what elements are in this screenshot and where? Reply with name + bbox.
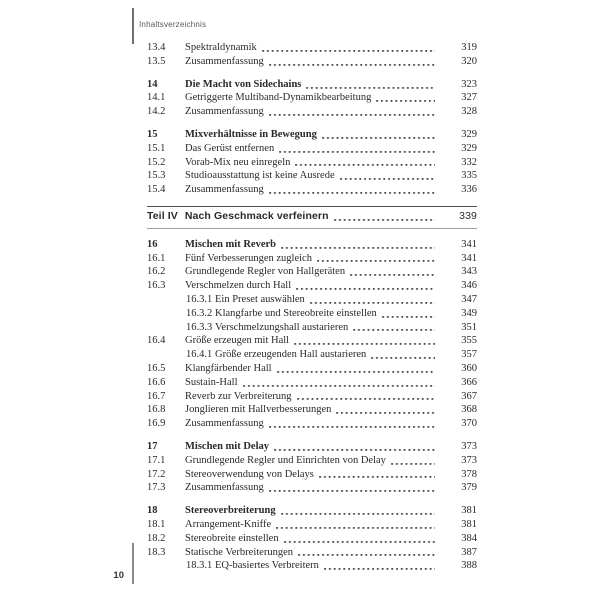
toc-chapter-group: [147, 238, 477, 431]
dot-leader: [371, 351, 435, 359]
toc-part-entry: [147, 210, 477, 224]
dot-leader: [319, 471, 435, 479]
entry-page-number: 360: [461, 362, 477, 374]
entry-number: 17.3: [147, 482, 166, 494]
table-of-contents: [147, 41, 477, 573]
toc-entry: [147, 559, 477, 573]
toc-entry: [147, 252, 477, 266]
toc-entry: [147, 376, 477, 390]
entry-page-number: 367: [461, 390, 477, 402]
toc-chapter-group: [147, 78, 477, 119]
dot-leader: [376, 95, 435, 103]
entry-number: 16.9: [147, 418, 166, 430]
toc-part-heading-group: [147, 206, 477, 229]
dot-leader: [336, 407, 435, 415]
entry-number: 18.3: [147, 546, 166, 558]
dot-leader: [306, 81, 435, 89]
entry-number: 18.3.1: [186, 560, 213, 572]
entry-number: 18.2: [147, 532, 166, 544]
entry-title: Größe erzeugen mit Hall: [185, 335, 290, 347]
dot-leader: [294, 338, 435, 346]
entry-title: Stereoverwendung von Delays: [185, 468, 314, 480]
entry-page-number: 332: [461, 156, 477, 168]
dot-leader: [269, 485, 435, 493]
entry-number: 16.3.3: [186, 321, 213, 333]
entry-page-number: 329: [461, 128, 477, 140]
dot-leader: [274, 443, 435, 451]
dot-leader: [277, 365, 435, 373]
entry-title: Fünf Verbesserungen zugleich: [185, 252, 312, 264]
entry-page-number: 373: [461, 454, 477, 466]
entry-number: Teil IV: [147, 210, 178, 223]
entry-title: Klangfärbender Hall: [185, 362, 272, 374]
entry-title: Verschmelzen durch Hall: [185, 280, 292, 292]
dot-leader: [269, 108, 435, 116]
entry-number: 13.4: [147, 42, 166, 53]
entry-number: 15: [147, 128, 158, 140]
dot-leader: [297, 393, 435, 401]
dot-leader: [281, 507, 435, 515]
dot-leader: [281, 241, 435, 249]
entry-number: 14: [147, 78, 158, 90]
toc-entry: [147, 362, 477, 376]
entry-page-number: 328: [461, 106, 477, 118]
entry-number: 18.1: [147, 518, 166, 530]
entry-title: Die Macht von Sidechains: [185, 78, 302, 90]
entry-page-number: 336: [461, 184, 477, 196]
dot-leader: [322, 131, 435, 139]
toc-entry: [147, 91, 477, 105]
dot-leader: [276, 521, 435, 529]
entry-number: 15.4: [147, 184, 166, 196]
entry-page-number: 347: [461, 293, 477, 305]
dot-leader: [334, 214, 435, 222]
toc-entry: [147, 417, 477, 431]
entry-page-number: 366: [461, 376, 477, 388]
toc-entry: [147, 440, 477, 454]
toc-entry: [147, 546, 477, 560]
toc-chapter-group: [147, 504, 477, 573]
entry-title: Größe erzeugenden Hall austarieren: [215, 349, 367, 361]
entry-number: 16.5: [147, 362, 166, 374]
toc-entry: [147, 78, 477, 92]
toc-entry: [147, 390, 477, 404]
entry-page-number: 341: [461, 252, 477, 264]
dot-leader: [296, 282, 435, 290]
entry-title: Arrangement-Kniffe: [185, 518, 272, 530]
entry-title: Stereoverbreiterung: [185, 505, 276, 517]
entry-page-number: 378: [461, 468, 477, 480]
dot-leader: [350, 269, 435, 277]
entry-number: 17.2: [147, 468, 166, 480]
entry-title: Grundlegende Regler und Einrichten von Delay: [185, 454, 386, 466]
toc-entry: [147, 403, 477, 417]
entry-title: Vorab-Mix neu einregeln: [185, 156, 291, 168]
entry-number: 16.8: [147, 404, 166, 416]
toc-entry: [147, 238, 477, 252]
entry-title: Zusammenfassung: [185, 106, 264, 118]
entry-title: Zusammenfassung: [185, 184, 264, 196]
entry-title: Studioausstattung ist keine Ausrede: [185, 170, 335, 182]
entry-number: 16.3: [147, 280, 166, 292]
toc-entry: [147, 518, 477, 532]
dot-leader: [269, 58, 435, 66]
entry-page-number: 373: [461, 440, 477, 452]
entry-page-number: 323: [461, 78, 477, 90]
dot-leader: [317, 255, 435, 263]
toc-entry: [147, 128, 477, 142]
entry-page-number: 320: [461, 55, 477, 67]
entry-title: Verschmelzungshall austarieren: [215, 321, 349, 333]
dot-leader: [391, 457, 435, 465]
entry-title: Spektraldynamik: [185, 42, 257, 53]
dot-leader: [269, 186, 435, 194]
entry-title: Statische Verbreiterungen: [185, 546, 293, 558]
entry-title: Das Gerüst entfernen: [185, 142, 275, 154]
entry-number: 15.2: [147, 156, 166, 168]
toc-entry: [147, 532, 477, 546]
toc-entry: [147, 265, 477, 279]
toc-entry: [147, 334, 477, 348]
entry-number: 16.6: [147, 376, 166, 388]
entry-page-number: 384: [461, 532, 477, 544]
entry-page-number: 341: [461, 238, 477, 250]
entry-number: 14.2: [147, 106, 166, 118]
page-number: 10: [113, 570, 124, 581]
entry-title: Jonglieren mit Hallverbesserungen: [185, 404, 332, 416]
entry-title: Nach Geschmack verfeinern: [184, 210, 329, 223]
entry-page-number: 349: [461, 307, 477, 319]
dot-leader: [324, 563, 435, 571]
entry-number: 17: [147, 440, 158, 452]
dot-leader: [295, 159, 435, 167]
entry-title: Mischen mit Delay: [185, 440, 269, 452]
entry-number: 16.7: [147, 390, 166, 402]
entry-number: 16.4.1: [186, 349, 213, 361]
dot-leader: [382, 310, 435, 318]
dot-leader: [298, 549, 435, 557]
dot-leader: [279, 145, 435, 153]
footer-divider-line: [132, 543, 134, 584]
entry-page-number: 357: [461, 349, 477, 361]
toc-entry: [147, 468, 477, 482]
toc-entry: [147, 142, 477, 156]
dot-leader: [310, 296, 435, 304]
entry-title: Ein Preset auswählen: [215, 293, 305, 305]
entry-page-number: 387: [461, 546, 477, 558]
entry-page-number: 370: [461, 418, 477, 430]
entry-number: 16.4: [147, 335, 166, 347]
entry-page-number: 319: [461, 42, 477, 53]
entry-page-number: 381: [461, 505, 477, 517]
dot-leader: [284, 535, 435, 543]
entry-page-number: 343: [461, 266, 477, 278]
entry-number: 16.3.2: [186, 307, 213, 319]
toc-entry: [147, 169, 477, 183]
dot-leader: [340, 173, 435, 181]
toc-entry: [147, 307, 477, 321]
entry-page-number: 335: [461, 170, 477, 182]
toc-entry: [147, 183, 477, 197]
dot-leader: [353, 324, 435, 332]
entry-title: Mischen mit Reverb: [185, 238, 276, 250]
toc-entry: [147, 105, 477, 119]
entry-page-number: 327: [461, 92, 477, 104]
entry-page-number: 355: [461, 335, 477, 347]
toc-entry: [147, 348, 477, 362]
entry-number: 17.1: [147, 454, 166, 466]
toc-entry: [147, 293, 477, 307]
toc-entry: [147, 321, 477, 335]
entry-title: Mixverhältnisse in Bewegung: [185, 128, 317, 140]
entry-number: 15.3: [147, 170, 166, 182]
entry-title: EQ-basiertes Verbreitern: [215, 560, 319, 572]
toc-chapter-group: [147, 440, 477, 495]
entry-number: 18: [147, 505, 158, 517]
entry-page-number: 329: [461, 142, 477, 154]
dot-leader: [262, 44, 435, 52]
entry-number: 13.5: [147, 55, 166, 67]
entry-number: 16.1: [147, 252, 166, 264]
entry-title: Zusammenfassung: [185, 55, 264, 67]
entry-title: Zusammenfassung: [185, 482, 264, 494]
toc-chapter-group: [147, 128, 477, 197]
entry-page-number: 388: [461, 560, 477, 572]
entry-page-number: 379: [461, 482, 477, 494]
dot-leader: [269, 420, 435, 428]
toc-entry: [147, 41, 477, 55]
entry-page-number: 381: [461, 518, 477, 530]
entry-title: Reverb zur Verbreiterung: [185, 390, 292, 402]
toc-entry: [147, 55, 477, 69]
entry-number: 16.2: [147, 266, 166, 278]
dot-leader: [243, 379, 436, 387]
entry-page-number: 339: [459, 210, 477, 223]
toc-entry: [147, 279, 477, 293]
toc-chapter-group: [147, 41, 477, 69]
header-divider-line: [132, 8, 134, 44]
entry-page-number: 351: [461, 321, 477, 333]
toc-entry: [147, 454, 477, 468]
page-header-label: Inhaltsverzeichnis: [139, 20, 207, 29]
entry-number: 14.1: [147, 92, 166, 104]
toc-entry: [147, 481, 477, 495]
entry-title: Zusammenfassung: [185, 418, 264, 430]
entry-page-number: 368: [461, 404, 477, 416]
entry-page-number: 346: [461, 280, 477, 292]
toc-entry: [147, 156, 477, 170]
toc-entry: [147, 504, 477, 518]
entry-title: Klangfarbe und Stereobreite einstellen: [215, 307, 377, 319]
entry-number: 15.1: [147, 142, 166, 154]
entry-number: 16: [147, 238, 158, 250]
entry-title: Grundlegende Regler von Hallgeräten: [185, 266, 346, 278]
entry-title: Sustain-Hall: [185, 376, 238, 388]
entry-number: 16.3.1: [186, 293, 213, 305]
entry-title: Stereobreite einstellen: [185, 532, 279, 544]
entry-title: Getriggerte Multiband-Dynamikbearbeitung: [185, 92, 372, 104]
